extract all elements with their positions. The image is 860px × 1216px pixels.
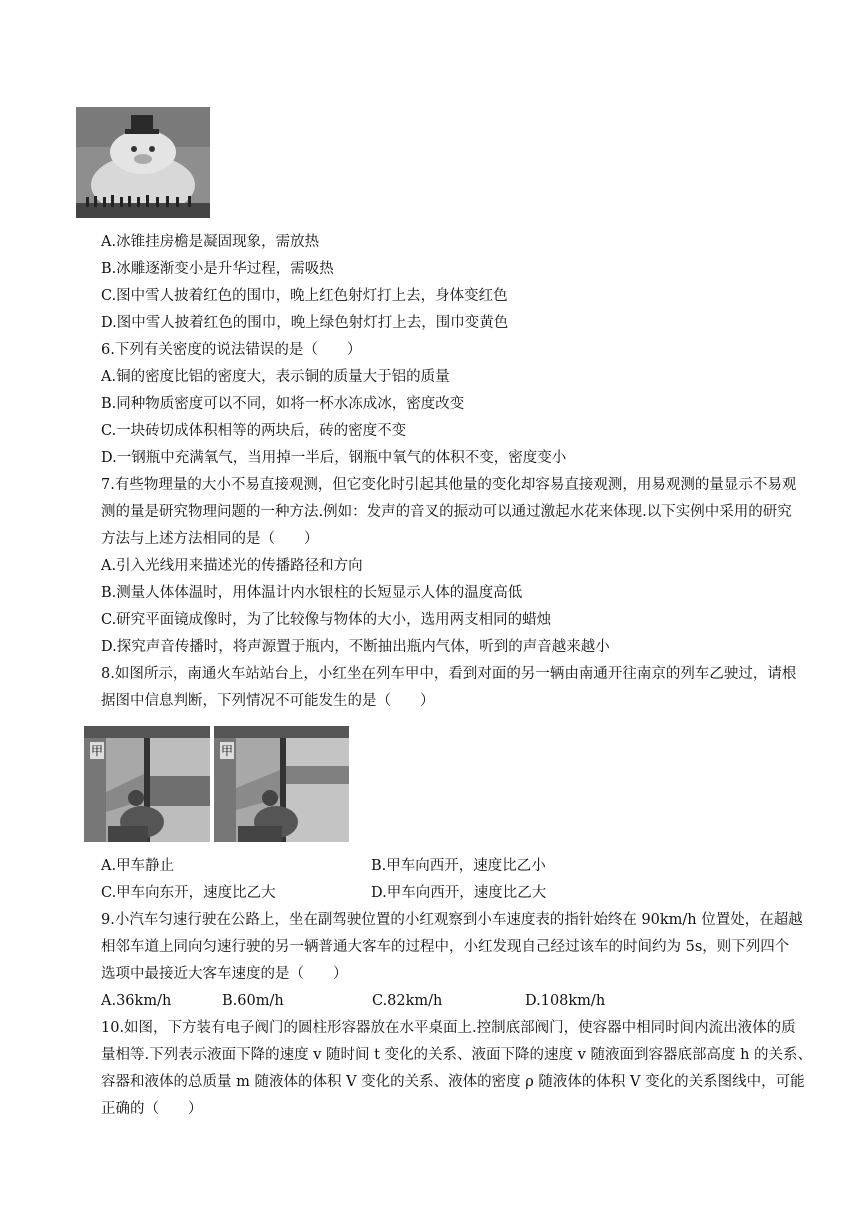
q9-option-b: B.60m/h bbox=[222, 993, 284, 1009]
snowman-photo bbox=[76, 107, 210, 218]
q6-stem: 6.下列有关密度的说法错误的是（ ） bbox=[101, 342, 362, 358]
q6-option-c: C.一块砖切成体积相等的两块后，砖的密度不变 bbox=[101, 423, 407, 439]
q8-stem-line: 据图中信息判断，下列情况不可能发生的是（ ） bbox=[101, 693, 435, 709]
q9-option-c: C.82km/h bbox=[372, 993, 443, 1009]
q7-option-b: B.测量人体体温时，用体温计内水银柱的长短显示人体的温度高低 bbox=[101, 585, 523, 601]
q5-option-b: B.冰雕逐渐变小是升华过程，需吸热 bbox=[101, 261, 334, 277]
q9-option-a: A.36km/h bbox=[101, 993, 172, 1009]
q10-stem-line: 正确的（ ） bbox=[101, 1101, 203, 1117]
q5-option-d: D.图中雪人披着红色的围巾，晚上绿色射灯打上去，围巾变黄色 bbox=[101, 315, 509, 331]
train-view-left-image bbox=[84, 726, 210, 842]
q6-option-d: D.一钢瓶中充满氧气，当用掉一半后，钢瓶中氧气的体积不变，密度变小 bbox=[101, 450, 567, 466]
q9-stem-line: 9.小汽车匀速行驶在公路上，坐在副驾驶位置的小红观察到小车速度表的指针始终在 90km/h 位置处，在超越 bbox=[101, 912, 803, 928]
q5-option-c: C.图中雪人披着红色的围巾，晚上红色射灯打上去，身体变红色 bbox=[101, 288, 508, 304]
q8-stem-line: 8.如图所示，南通火车站站台上，小红坐在列车甲中，看到对面的另一辆由南通开往南京的列车乙驶过，请根 bbox=[101, 666, 797, 682]
q10-stem-line: 10.如图，下方装有电子阀门的圆柱形容器放在水平桌面上.控制底部阀门，使容器中相同时间内流出液体的质 bbox=[101, 1020, 796, 1036]
q7-stem-line: 7.有些物理量的大小不易直接观测，但它变化时引起其他量的变化却容易直接观测，用易观测的量显示不易观 bbox=[101, 477, 797, 493]
q8-option-d: D.甲车向西开，速度比乙大 bbox=[371, 885, 547, 901]
q7-option-a: A.引入光线用来描述光的传播路径和方向 bbox=[101, 558, 363, 574]
q6-option-b: B.同种物质密度可以不同，如将一杯水冻成冰，密度改变 bbox=[101, 396, 465, 412]
q5-option-a: A.冰锥挂房檐是凝固现象，需放热 bbox=[101, 234, 320, 250]
q9-option-d: D.108km/h bbox=[525, 993, 606, 1009]
train-view-right-image bbox=[214, 726, 349, 842]
q7-option-c: C.研究平面镜成像时，为了比较像与物体的大小，选用两支相同的蜡烛 bbox=[101, 612, 552, 628]
q7-stem-line: 测的量是研究物理问题的一种方法.例如：发声的音叉的振动可以通过激起水花来体现.以下实例中采用的研究 bbox=[101, 504, 792, 520]
figure-label-jia-left: 甲 bbox=[91, 744, 104, 758]
q10-stem-line: 量相等.下列表示液面下降的速度 v 随时间 t 变化的关系、液面下降的速度 v 随液面到容器底部高度 h 的关系、 bbox=[101, 1047, 813, 1063]
q7-option-d: D.探究声音传播时，将声源置于瓶内，不断抽出瓶内气体，听到的声音越来越小 bbox=[101, 639, 610, 655]
q7-stem-line: 方法与上述方法相同的是（ ） bbox=[101, 531, 319, 547]
q9-stem-line: 相邻车道上同向匀速行驶的另一辆普通大客车的过程中，小红发现自己经过该车的时间约为 5s，则下列四个 bbox=[101, 939, 790, 955]
q8-option-a: A.甲车静止 bbox=[101, 858, 175, 874]
figure-label-jia-right: 甲 bbox=[221, 744, 234, 758]
q10-stem-line: 容器和液体的总质量 m 随液体的体积 V 变化的关系、液体的密度 ρ 随液体的体积 V 变化的关系图线中，可能 bbox=[101, 1074, 805, 1090]
q9-stem-line: 选项中最接近大客车速度的是（ ） bbox=[101, 966, 348, 982]
q8-option-c: C.甲车向东开，速度比乙大 bbox=[101, 885, 276, 901]
q8-option-b: B.甲车向西开，速度比乙小 bbox=[371, 858, 546, 874]
q6-option-a: A.铜的密度比铝的密度大，表示铜的质量大于铝的质量 bbox=[101, 369, 450, 385]
